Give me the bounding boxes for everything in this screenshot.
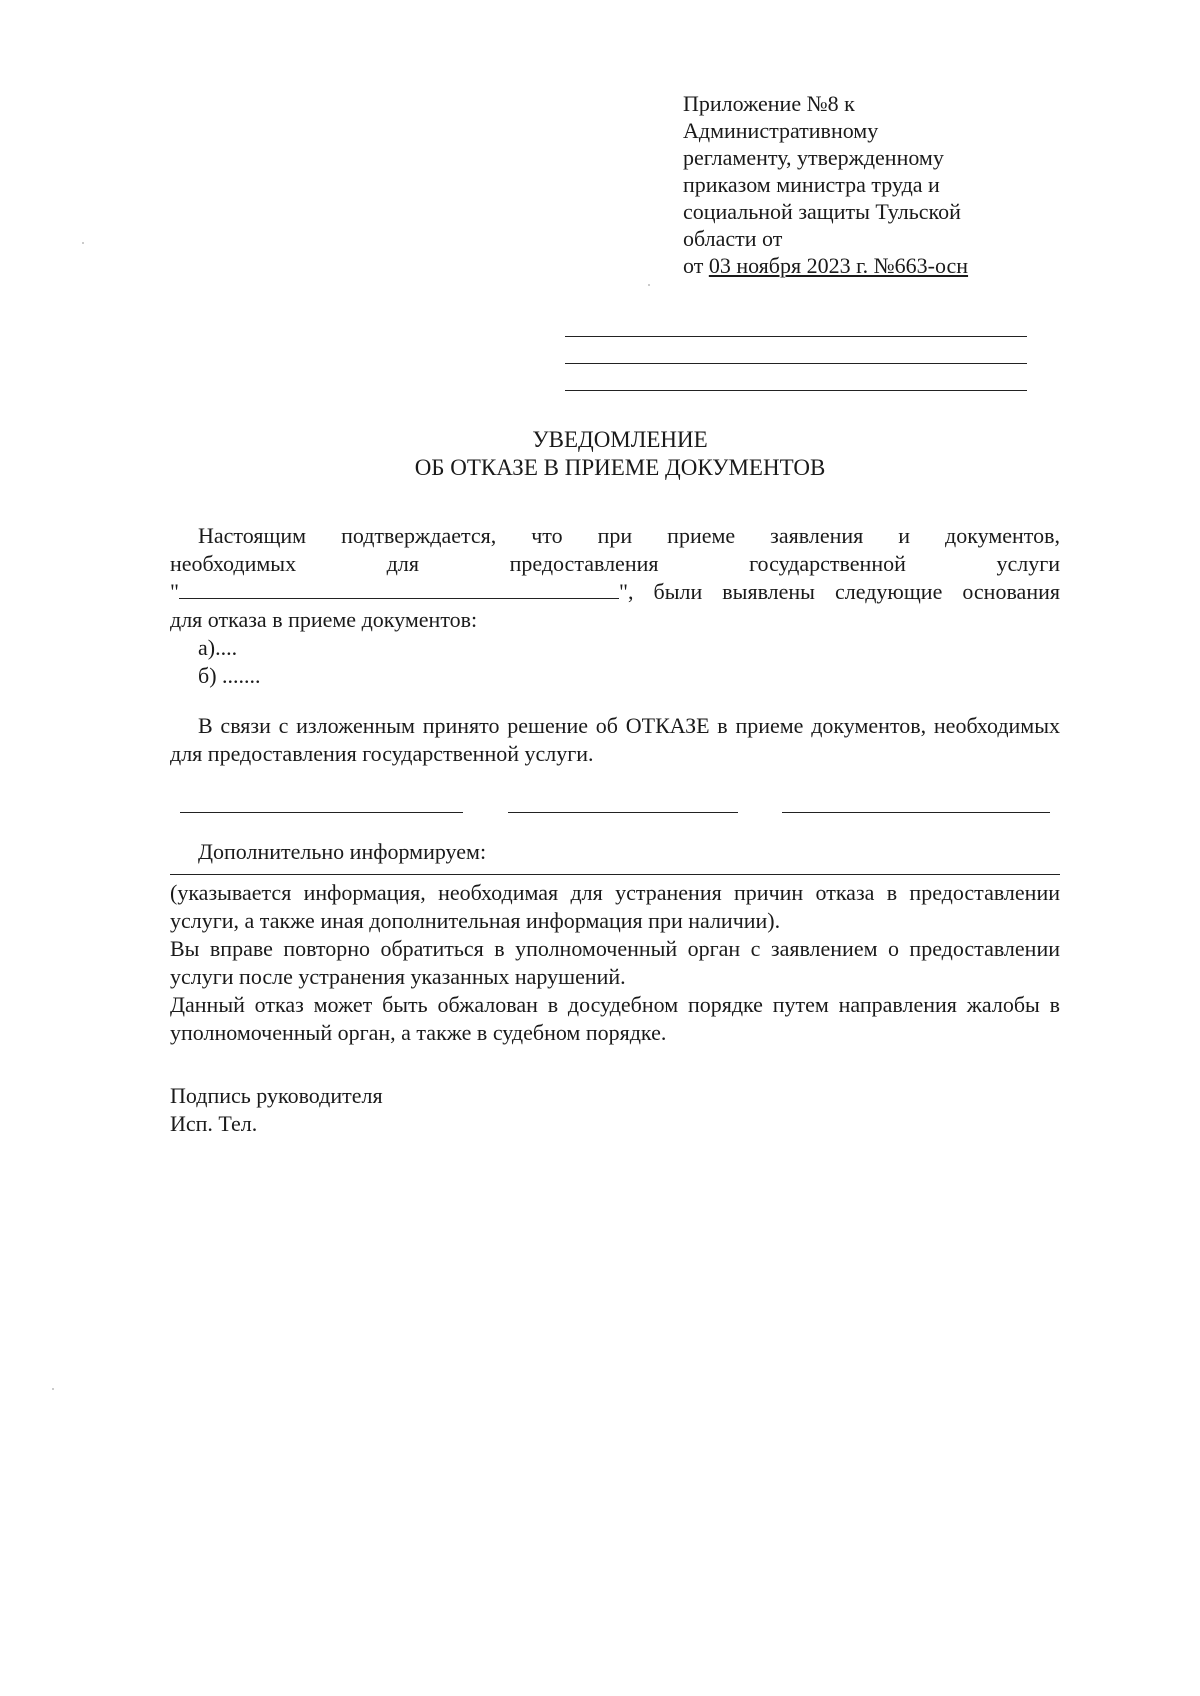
executor-label: Исп. Тел. bbox=[170, 1111, 258, 1136]
additional-info-heading: Дополнительно информируем: bbox=[198, 839, 487, 864]
appendix-line: Административному bbox=[683, 118, 879, 143]
appendix-reference bbox=[683, 90, 1023, 279]
recipient-blank-lines bbox=[565, 336, 1027, 417]
reapply-text: Вы вправе повторно обратиться в уполномоченный орган с заявлением о предоставлении услуги после устранения указанных нарушений. bbox=[170, 936, 1060, 989]
paragraph-line: для отказа в приеме документов: bbox=[170, 607, 478, 632]
decision-text: В связи с изложенным принято решение об ОТКАЗЕ в приеме документов, необходимых для предоставления государственной услуги. bbox=[170, 713, 1060, 766]
scan-speck bbox=[648, 284, 650, 286]
scan-speck bbox=[52, 1388, 54, 1390]
appendix-line: области от bbox=[683, 226, 783, 251]
reason-item-b: б) ....... bbox=[198, 663, 261, 688]
after-blank-text: ", были выявлены следующие основания bbox=[618, 579, 1060, 604]
recipient-line bbox=[565, 390, 1027, 391]
additional-info-section bbox=[170, 838, 1060, 1047]
paragraph-line: необходимых для предоставления государственной услуги bbox=[170, 551, 1060, 576]
service-name-blank bbox=[179, 580, 619, 599]
appeal-text: Данный отказ может быть обжалован в досудебном порядке путем направления жалобы в уполномоченный орган, а также в судебном порядке. bbox=[170, 992, 1060, 1045]
confirmation-paragraph bbox=[170, 522, 1060, 690]
document-title bbox=[170, 426, 1070, 482]
additional-info-blank-line bbox=[170, 874, 1060, 875]
recipient-line bbox=[565, 336, 1027, 337]
signature-line-position bbox=[180, 812, 463, 813]
signature-blank-lines bbox=[180, 812, 1050, 814]
signature-line-name bbox=[782, 812, 1050, 813]
appendix-date-value: 03 ноября 2023 г. №663-осн bbox=[708, 253, 969, 278]
paragraph-line: Настоящим подтверждается, что при приеме заявления и документов, bbox=[198, 523, 1060, 548]
appendix-date-line bbox=[683, 252, 1023, 279]
title-line-2: ОБ ОТКАЗЕ В ПРИЕМЕ ДОКУМЕНТОВ bbox=[414, 455, 826, 480]
decision-paragraph bbox=[170, 712, 1060, 768]
appendix-line: приказом министра труда и bbox=[683, 172, 940, 197]
appendix-line: Приложение №8 к bbox=[683, 91, 855, 116]
appendix-date-prefix: от bbox=[683, 253, 709, 278]
recipient-line bbox=[565, 363, 1027, 364]
scan-speck bbox=[82, 242, 84, 244]
signature-line-signature bbox=[508, 812, 738, 813]
appendix-line: регламенту, утвержденному bbox=[683, 145, 944, 170]
signature-label: Подпись руководителя bbox=[170, 1083, 383, 1108]
open-quote: " bbox=[170, 579, 179, 604]
appendix-line: социальной защиты Тульской bbox=[683, 199, 961, 224]
title-line-1: УВЕДОМЛЕНИЕ bbox=[532, 427, 708, 452]
signature-block bbox=[170, 1082, 1060, 1138]
reason-item-a: а).... bbox=[198, 635, 238, 660]
additional-info-note: (указывается информация, необходимая для устранения причин отказа в предоставлении услуги, а также иная дополнительная информация при наличии). bbox=[170, 880, 1060, 933]
service-name-line bbox=[170, 578, 1060, 606]
